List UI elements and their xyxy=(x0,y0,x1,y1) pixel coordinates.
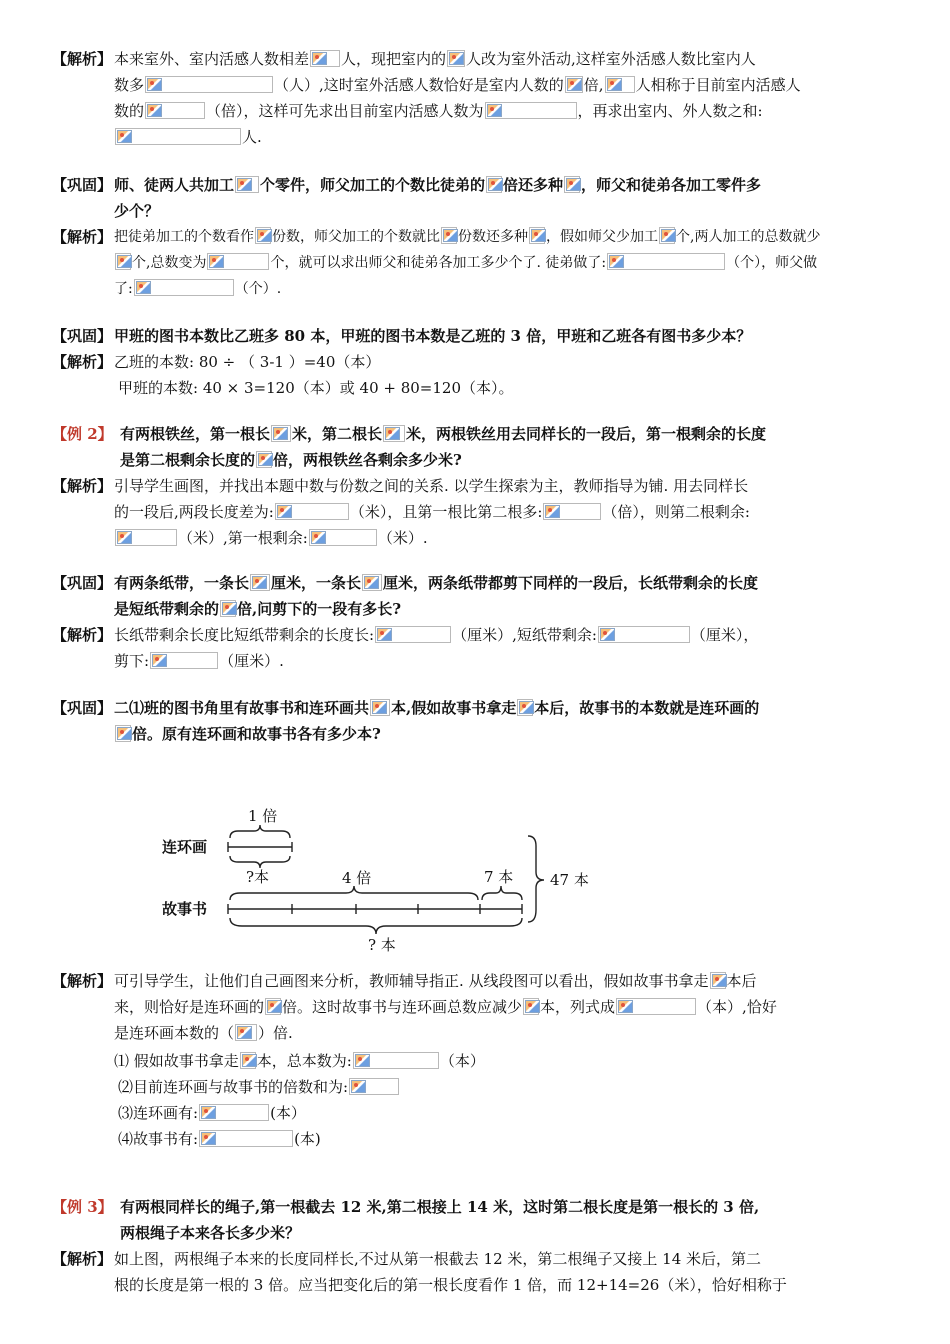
broken-image-icon xyxy=(525,1000,540,1013)
example-label: 【例 3】 xyxy=(52,1198,113,1216)
formula-image xyxy=(275,503,349,520)
broken-image-icon xyxy=(152,654,167,667)
analysis-label: 【解析】 xyxy=(52,626,113,644)
analysis-text: 乙班的本数: 80 ÷ （ 3-1 ）=40（本） 甲班的本数: 40 × 3=120（本）或 40 + 80=120（本）。 xyxy=(114,353,514,397)
question-text: 师、徒两人共加工 个零件，师父加工的个数比徒弟的 倍还多种 ，师父和徒弟各加工零件多 少个？ xyxy=(114,176,762,220)
broken-image-icon xyxy=(545,505,560,518)
formula-image xyxy=(349,1078,399,1095)
practice-section-3 xyxy=(52,323,922,401)
broken-image-icon xyxy=(311,531,326,544)
broken-image-icon xyxy=(355,1054,370,1067)
analysis-label: 【解析】 xyxy=(52,353,113,371)
broken-image-icon xyxy=(488,178,503,191)
broken-image-icon xyxy=(712,974,727,987)
broken-image-icon xyxy=(201,1106,216,1119)
formula-image xyxy=(309,529,377,546)
broken-image-icon xyxy=(209,255,224,268)
analysis-text: 引导学生画图，并找出本题中数与份数之间的关系. 以学生探索为主，教师指导为铺. 用去同样长 的一段后,两段长度差为: （米），且第一根比第二根多: （倍），则第二根剩余: （米）,第一根剩余: （米）. xyxy=(114,477,750,547)
formula-image xyxy=(220,600,236,617)
formula-image xyxy=(375,626,451,643)
formula-image xyxy=(271,425,291,442)
broken-image-icon xyxy=(117,531,132,544)
broken-image-icon xyxy=(449,52,464,65)
broken-image-icon xyxy=(258,453,273,466)
formula-image xyxy=(370,699,390,716)
broken-image-icon xyxy=(567,78,582,91)
question-text: 甲班的图书本数比乙班多 80 本，甲班的图书本数是乙班的 3 倍，甲班和乙班各有图书多少本？ xyxy=(114,327,752,345)
formula-image xyxy=(235,1024,257,1041)
broken-image-icon xyxy=(147,78,162,91)
formula-image xyxy=(523,998,539,1015)
label-comic-unknown: ?本 xyxy=(246,868,270,886)
broken-image-icon xyxy=(377,628,392,641)
analysis-section-7 xyxy=(52,968,922,1152)
analysis-section-1 xyxy=(52,46,922,150)
broken-image-icon xyxy=(351,1080,366,1093)
broken-image-icon xyxy=(618,1000,633,1013)
broken-image-icon xyxy=(600,628,615,641)
practice-label: 【巩固】 xyxy=(52,176,113,194)
formula-image xyxy=(207,253,269,270)
broken-image-icon xyxy=(566,178,581,191)
analysis-label: 【解析】 xyxy=(52,50,113,68)
formula-image xyxy=(265,998,281,1015)
broken-image-icon xyxy=(661,229,676,242)
analysis-label: 【解析】 xyxy=(52,477,113,495)
broken-image-icon xyxy=(242,1054,257,1067)
broken-image-icon xyxy=(147,104,162,117)
formula-image xyxy=(486,176,502,193)
broken-image-icon xyxy=(252,576,267,589)
formula-image xyxy=(310,50,340,67)
analysis-label: 【解析】 xyxy=(52,972,113,990)
broken-image-icon xyxy=(277,505,292,518)
label-total: 47 本 xyxy=(550,871,589,889)
formula-image xyxy=(564,176,580,193)
broken-image-icon xyxy=(531,229,546,242)
formula-image xyxy=(115,253,131,270)
broken-image-icon xyxy=(237,1026,252,1039)
label-story-unknown: ? 本 xyxy=(368,936,396,954)
formula-image xyxy=(145,102,205,119)
broken-image-icon xyxy=(372,701,387,714)
practice-section-6 xyxy=(52,695,922,747)
analysis-text: 把徒弟加工的个数看作 份数，师父加工的个数就比 份数还多种 ，假如师父少加工 个,两人加工的总数就少 个,总数变为 个，就可以求出师父和徒弟各加工多少个了. 徒弟做了: （个），师父做 了: （个）. xyxy=(114,229,821,297)
analysis-text: 长纸带剩余长度比短纸带剩余的长度长: （厘米）,短纸带剩余: （厘米）， 剪下: （厘米）. xyxy=(114,626,759,670)
formula-image xyxy=(255,227,271,244)
formula-image xyxy=(240,1052,256,1069)
practice-section-5 xyxy=(52,570,922,674)
label-story: 故事书 xyxy=(162,900,208,918)
formula-image xyxy=(441,227,457,244)
broken-image-icon xyxy=(267,1000,282,1013)
label-comic: 连环画 xyxy=(162,838,208,856)
practice-label: 【巩固】 xyxy=(52,699,113,717)
broken-image-icon xyxy=(222,602,237,615)
broken-image-icon xyxy=(607,78,622,91)
practice-label: 【巩固】 xyxy=(52,574,113,592)
formula-image xyxy=(150,652,218,669)
formula-image xyxy=(115,725,131,742)
broken-image-icon xyxy=(385,427,400,440)
example-label: 【例 2】 xyxy=(52,425,113,443)
broken-image-icon xyxy=(117,727,132,740)
practice-section-2 xyxy=(52,172,922,302)
formula-image xyxy=(543,503,601,520)
formula-image xyxy=(115,529,177,546)
formula-image xyxy=(598,626,690,643)
formula-image xyxy=(485,102,577,119)
example-3 xyxy=(52,1194,922,1298)
broken-image-icon xyxy=(273,427,288,440)
question-text: 有两根铁丝，第一根长 米，第二根长 米，两根铁丝用去同样长的一段后，第一根剩余的长度 是第二根剩余长度的 倍，两根铁丝各剩余多少米? xyxy=(120,425,767,469)
formula-image xyxy=(199,1130,293,1147)
formula-image xyxy=(115,128,241,145)
broken-image-icon xyxy=(257,229,272,242)
formula-image xyxy=(616,998,696,1015)
broken-image-icon xyxy=(519,701,534,714)
formula-image xyxy=(659,227,675,244)
broken-image-icon xyxy=(312,52,327,65)
broken-image-icon xyxy=(443,229,458,242)
broken-image-icon xyxy=(117,255,132,268)
formula-image xyxy=(250,574,270,591)
analysis-text: 如上图，两根绳子本来的长度同样长,不过从第一根截去 12 米，第二根绳子又接上 14 米后，第二 根的长度是第一根的 3 倍。应当把变化后的第一根长度看作 1 倍，而 12+14=26（米），恰好相称于 xyxy=(114,1250,787,1294)
formula-image xyxy=(256,451,272,468)
formula-image xyxy=(710,972,726,989)
formula-image xyxy=(607,253,725,270)
broken-image-icon xyxy=(117,130,132,143)
label-seven: 7 本 xyxy=(484,868,514,886)
broken-image-icon xyxy=(364,576,379,589)
formula-image xyxy=(383,425,405,442)
formula-image xyxy=(362,574,382,591)
question-text: 二⑴班的图书角里有故事书和连环画共 本,假如故事书拿走 本后，故事书的本数就是连环画的 倍。原有连环画和故事书各有多少本? xyxy=(114,699,760,743)
label-four-times: 4 倍 xyxy=(342,869,372,887)
broken-image-icon xyxy=(487,104,502,117)
analysis-label: 【解析】 xyxy=(52,1250,113,1268)
practice-label: 【巩固】 xyxy=(52,327,113,345)
formula-image xyxy=(134,279,234,296)
formula-image xyxy=(199,1104,269,1121)
analysis-label: 【解析】 xyxy=(52,228,113,246)
formula-image xyxy=(235,176,259,193)
analysis-text: 可引导学生，让他们自己画图来分析，教师辅导指正. 从线段图可以看出，假如故事书拿走 本后 来，则恰好是连环画的 倍。这时故事书与连环画总数应减少 本，列式成 （本）,恰好 是连环画本数的（ ）倍. ⑴ 假如故事书拿走 本，总本数为: （本） ⑵目前连环画与故事书的倍数和为: ⑶连环画有: (本） ⑷故事书有: (本) xyxy=(114,972,777,1148)
segment-diagram xyxy=(150,800,610,958)
broken-image-icon xyxy=(609,255,624,268)
question-text: 有两条纸带，一条长 厘米，一条长 厘米，两条纸带都剪下同样的一段后，长纸带剩余的长度 是短纸带剩余的 倍,问剪下的一段有多长? xyxy=(114,574,759,618)
broken-image-icon xyxy=(136,281,151,294)
formula-image xyxy=(447,50,465,67)
formula-image xyxy=(565,76,583,93)
example-2 xyxy=(52,421,922,551)
formula-image xyxy=(517,699,533,716)
broken-image-icon xyxy=(237,178,252,191)
broken-image-icon xyxy=(201,1132,216,1145)
formula-image xyxy=(529,227,545,244)
label-one-times: 1 倍 xyxy=(248,807,278,825)
formula-image xyxy=(353,1052,439,1069)
formula-image xyxy=(605,76,635,93)
question-text: 有两根同样长的绳子,第一根截去 12 米,第二根接上 14 米，这时第二根长度是第一根长的 3 倍, 两根绳子本来各长多少米？ xyxy=(120,1198,760,1242)
formula-image xyxy=(145,76,273,93)
analysis-text: 本来室外、室内活感人数相差 人，现把室内的 人改为室外活动,这样室外活感人数比室内人 数多 （人）,这时室外活感人数恰好是室内人数的 倍, 人相称于目前室内活感人 数的 （倍），这样可先求出目前室内活感人数为 ，再求出室内、外人数之和: 人. xyxy=(114,50,801,146)
